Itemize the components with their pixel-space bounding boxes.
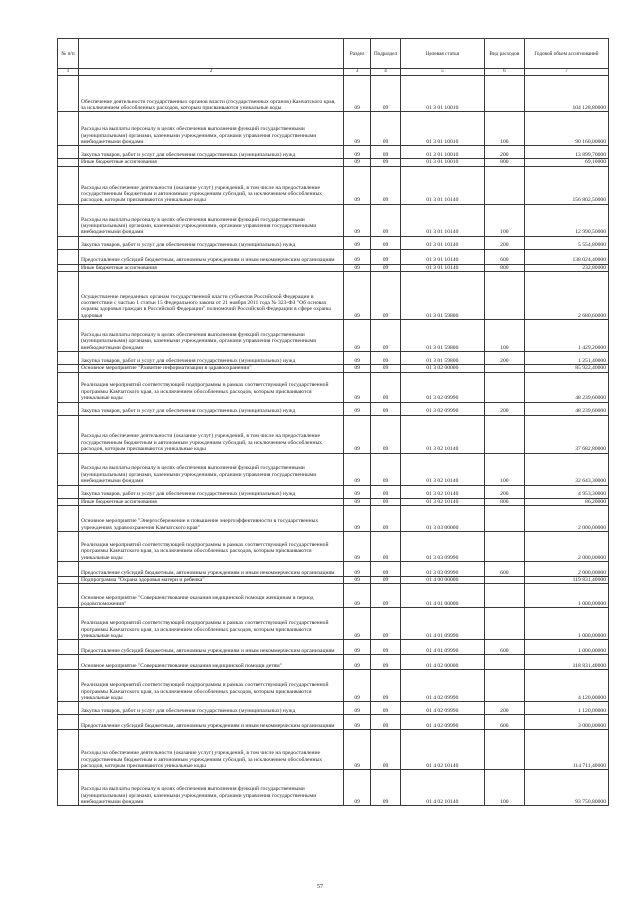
row-name: Расходы на обеспечение деятельности (оказание услуг) учреждений, в том числе на предоставление государственным бюджетным и автономным учреждениям субсидий, за исключением обособленных расходов, которым присваиваются уникальные коды <box>79 415 344 453</box>
row-number <box>58 236 79 249</box>
row-podrazdel: 09 <box>371 584 400 608</box>
row-amount: 37 682,80000 <box>524 415 608 453</box>
row-razdel: 09 <box>344 402 371 415</box>
row-target-article: 01 3 01 10140 <box>400 166 484 204</box>
row-podrazdel: 09 <box>371 415 400 453</box>
row-amount: 4 120,00000 <box>524 670 608 702</box>
row-razdel: 09 <box>344 236 371 249</box>
table-row <box>58 770 609 806</box>
row-target-article: 01 4 02 09990 <box>400 670 484 702</box>
page-number: 57 <box>317 884 323 890</box>
row-podrazdel: 09 <box>371 264 400 271</box>
row-podrazdel: 09 <box>371 485 400 498</box>
row-razdel: 09 <box>344 702 371 715</box>
row-expense-type: 100 <box>484 770 524 806</box>
row-number <box>58 249 79 264</box>
row-name: Закупка товаров, работ и услуг для обеспечения государственных (муниципальных) нужд <box>79 352 344 365</box>
table-row <box>58 532 609 562</box>
row-target-article: 01 3 03 09990 <box>400 562 484 577</box>
table-row <box>58 506 609 532</box>
table-row <box>58 365 609 372</box>
row-name: Реализация мероприятий соответствующей подпрограммы в рамках соответствующей государственной программы Камчатского края, за исключением обособленных расходов, которым присваиваются уникальные коды <box>79 372 344 402</box>
row-podrazdel: 09 <box>371 532 400 562</box>
row-amount: 119 831,40000 <box>524 577 608 584</box>
row-razdel: 09 <box>344 670 371 702</box>
row-razdel: 09 <box>344 770 371 806</box>
row-amount: 3 000,00000 <box>524 715 608 730</box>
row-amount: 86,20000 <box>524 498 608 505</box>
row-podrazdel: 09 <box>371 365 400 372</box>
row-amount: 48 239,60000 <box>524 372 608 402</box>
header-target-article: Целевая статья <box>400 39 484 69</box>
row-number <box>58 204 79 236</box>
row-number <box>58 730 79 770</box>
column-index: 6 <box>484 69 524 76</box>
row-razdel: 09 <box>344 320 371 352</box>
row-expense-type: 200 <box>484 236 524 249</box>
row-name: Основное мероприятие "Совершенствование оказания медицинской помощи женщинам в период родовспоможения" <box>79 584 344 608</box>
row-podrazdel: 09 <box>371 655 400 670</box>
row-podrazdel: 09 <box>371 453 400 485</box>
table-row <box>58 249 609 264</box>
header-annual-amount: Годовой объем ассигнований <box>524 39 608 69</box>
row-amount: 114 711,40000 <box>524 730 608 770</box>
table-row <box>58 159 609 166</box>
row-podrazdel: 09 <box>371 670 400 702</box>
table-row <box>58 112 609 146</box>
row-name: Предоставление субсидий бюджетным, автономным учреждениям и иным некоммерческим организациям <box>79 249 344 264</box>
row-expense-type <box>484 730 524 770</box>
row-number <box>58 415 79 453</box>
row-amount: 4 953,30000 <box>524 485 608 498</box>
row-razdel: 09 <box>344 146 371 159</box>
row-number <box>58 670 79 702</box>
row-name: Расходы на обеспечение деятельности (оказание услуг) учреждений, в том числе на предоставление государственным бюджетным и автономным учреждениям субсидий, за исключением обособленных расходов, которым присваиваются уникальные коды <box>79 730 344 770</box>
row-target-article: 01 3 02 00000 <box>400 365 484 372</box>
row-razdel: 09 <box>344 608 371 640</box>
row-name: Расходы на обеспечение деятельности (оказание услуг) учреждений, в том числе на предоставление государственным бюджетным и автономным учреждениям субсидий, за исключением обособленных расходов, которым присваиваются уникальные коды <box>79 166 344 204</box>
row-razdel: 09 <box>344 498 371 505</box>
table-row <box>58 272 609 320</box>
table-row <box>58 453 609 485</box>
row-name: Осуществление переданных органам государственной власти субъектов Российской Федерации в соответствии с частью 1 статьи 15 Федерального закона от 21 ноября 2011 года № 323-ФЗ "Об основах охраны здоровья граждан в Российской Федерации" полномочий Российской Федерации в сфере охраны здоровья <box>79 272 344 320</box>
row-number <box>58 264 79 271</box>
row-number <box>58 715 79 730</box>
row-podrazdel: 09 <box>371 506 400 532</box>
table-row <box>58 236 609 249</box>
row-expense-type <box>484 532 524 562</box>
row-expense-type: 200 <box>484 702 524 715</box>
row-expense-type: 600 <box>484 562 524 577</box>
table-row <box>58 730 609 770</box>
row-number <box>58 584 79 608</box>
row-target-article: 01 3 01 10140 <box>400 204 484 236</box>
row-podrazdel: 09 <box>371 730 400 770</box>
table-row <box>58 166 609 204</box>
table-row <box>58 562 609 577</box>
budget-table <box>57 38 609 806</box>
row-name: Основное мероприятие "Энергосбережение и повышение энергоэффективности в государственных учреждениях здравоохранения Камчатского края" <box>79 506 344 532</box>
row-name: Реализация мероприятий соответствующей подпрограммы в рамках соответствующей государственной программы Камчатского края, за исключением обособленных расходов, которым присваиваются уникальные коды <box>79 608 344 640</box>
row-target-article: 01 3 01 10140 <box>400 264 484 271</box>
table-row <box>58 415 609 453</box>
row-podrazdel: 09 <box>371 562 400 577</box>
row-podrazdel: 09 <box>371 498 400 505</box>
row-target-article: 01 3 02 09990 <box>400 372 484 402</box>
row-name: Предоставление субсидий бюджетным, автономным учреждениям и иным некоммерческим организациям <box>79 640 344 655</box>
row-podrazdel: 09 <box>371 402 400 415</box>
row-name: Подпрограмма "Охрана здоровья матери и ребенка" <box>79 577 344 584</box>
row-name: Закупка товаров, работ и услуг для обеспечения государственных (муниципальных) нужд <box>79 146 344 159</box>
row-expense-type <box>484 365 524 372</box>
row-podrazdel: 09 <box>371 320 400 352</box>
table-row <box>58 320 609 352</box>
row-number <box>58 76 79 112</box>
row-name: Расходы на выплаты персоналу в целях обеспечения выполнения функций государственными (муниципальными) органами, казенными учреждениями, органами управления государственными внебюджетными фондами <box>79 770 344 806</box>
row-name: Расходы на выплаты персоналу в целях обеспечения выполнения функций государственными (муниципальными) органами, казенными учреждениями, органами управления государственными внебюджетными фондами <box>79 204 344 236</box>
row-number <box>58 112 79 146</box>
table-row <box>58 264 609 271</box>
row-razdel: 09 <box>344 372 371 402</box>
row-razdel: 09 <box>344 272 371 320</box>
row-name: Иные бюджетные ассигнования <box>79 264 344 271</box>
row-expense-type: 200 <box>484 146 524 159</box>
row-target-article: 01 3 02 10140 <box>400 485 484 498</box>
row-name: Обеспечение деятельности государственных органов власти (государственных органов) Камчатского края, за исключением обособленных расходов, которым присваиваются уникальные коды <box>79 76 344 112</box>
column-index: 2 <box>79 69 344 76</box>
column-index: 3 <box>344 69 371 76</box>
row-target-article: 01 3 01 10010 <box>400 76 484 112</box>
table-row <box>58 146 609 159</box>
row-number <box>58 562 79 577</box>
row-target-article: 01 3 01 10010 <box>400 146 484 159</box>
row-number <box>58 159 79 166</box>
row-name: Закупка товаров, работ и услуг для обеспечения государственных (муниципальных) нужд <box>79 485 344 498</box>
row-podrazdel: 09 <box>371 272 400 320</box>
row-amount: 2 680,60000 <box>524 272 608 320</box>
row-razdel: 09 <box>344 76 371 112</box>
row-amount: 156 802,50000 <box>524 166 608 204</box>
row-target-article: 01 3 02 09990 <box>400 402 484 415</box>
row-podrazdel: 09 <box>371 146 400 159</box>
row-expense-type: 800 <box>484 498 524 505</box>
row-target-article: 01 4 02 09990 <box>400 702 484 715</box>
row-number <box>58 532 79 562</box>
row-razdel: 09 <box>344 485 371 498</box>
table-row <box>58 402 609 415</box>
table-row <box>58 670 609 702</box>
row-podrazdel: 09 <box>371 372 400 402</box>
row-number <box>58 608 79 640</box>
row-target-article: 01 4 01 09990 <box>400 640 484 655</box>
row-number <box>58 320 79 352</box>
row-target-article: 01 3 01 59800 <box>400 320 484 352</box>
row-razdel: 09 <box>344 453 371 485</box>
row-podrazdel: 09 <box>371 159 400 166</box>
row-amount: 232,80000 <box>524 264 608 271</box>
row-amount: 12 990,50000 <box>524 204 608 236</box>
column-index: 1 <box>58 69 79 76</box>
row-podrazdel: 09 <box>371 112 400 146</box>
row-number <box>58 166 79 204</box>
row-target-article: 01 4 00 00000 <box>400 577 484 584</box>
row-number <box>58 770 79 806</box>
row-expense-type <box>484 608 524 640</box>
row-target-article: 01 4 02 00000 <box>400 655 484 670</box>
column-index: 4 <box>371 69 400 76</box>
row-amount: 2 000,00000 <box>524 562 608 577</box>
row-amount: 2 000,00000 <box>524 532 608 562</box>
row-expense-type <box>484 584 524 608</box>
row-expense-type <box>484 577 524 584</box>
table-row <box>58 608 609 640</box>
row-expense-type <box>484 76 524 112</box>
row-razdel: 09 <box>344 715 371 730</box>
row-razdel: 09 <box>344 506 371 532</box>
row-name: Основное мероприятие "Развитие информатизации в здравоохранении" <box>79 365 344 372</box>
table-row <box>58 655 609 670</box>
table-row <box>58 485 609 498</box>
row-amount: 1 000,00000 <box>524 584 608 608</box>
table-row <box>58 498 609 505</box>
table-row <box>58 577 609 584</box>
row-target-article: 01 3 01 59800 <box>400 352 484 365</box>
table-row <box>58 76 609 112</box>
row-podrazdel: 09 <box>371 236 400 249</box>
row-amount: 1 429,20000 <box>524 320 608 352</box>
row-amount: 1 251,40000 <box>524 352 608 365</box>
row-target-article: 01 4 01 00000 <box>400 584 484 608</box>
row-podrazdel: 09 <box>371 249 400 264</box>
table-body <box>58 76 609 806</box>
row-expense-type: 600 <box>484 715 524 730</box>
row-expense-type: 800 <box>484 159 524 166</box>
row-amount: 138 024,40000 <box>524 249 608 264</box>
row-target-article: 01 3 03 09990 <box>400 532 484 562</box>
row-expense-type <box>484 506 524 532</box>
row-podrazdel: 09 <box>371 166 400 204</box>
row-target-article: 01 4 02 10140 <box>400 770 484 806</box>
row-expense-type <box>484 415 524 453</box>
row-expense-type <box>484 166 524 204</box>
row-number <box>58 352 79 365</box>
header-podrazdel: Подраздел <box>371 39 400 69</box>
row-podrazdel: 09 <box>371 352 400 365</box>
table-row <box>58 204 609 236</box>
row-amount: 118 831,40000 <box>524 655 608 670</box>
row-number <box>58 640 79 655</box>
row-expense-type <box>484 670 524 702</box>
row-expense-type: 100 <box>484 320 524 352</box>
row-number <box>58 402 79 415</box>
row-razdel: 09 <box>344 655 371 670</box>
row-number <box>58 485 79 498</box>
row-name: Предоставление субсидий бюджетным, автономным учреждениям и иным некоммерческим организациям <box>79 715 344 730</box>
row-razdel: 09 <box>344 415 371 453</box>
row-target-article: 01 3 01 10010 <box>400 112 484 146</box>
row-razdel: 09 <box>344 352 371 365</box>
row-expense-type: 200 <box>484 485 524 498</box>
row-name: Реализация мероприятий соответствующей подпрограммы в рамках соответствующей государственной программы Камчатского края, за исключением обособленных расходов, которым присваиваются уникальные коды <box>79 532 344 562</box>
row-razdel: 09 <box>344 159 371 166</box>
header-name <box>79 39 344 69</box>
row-expense-type <box>484 655 524 670</box>
row-number <box>58 702 79 715</box>
row-name: Иные бюджетные ассигнования <box>79 498 344 505</box>
row-razdel: 09 <box>344 532 371 562</box>
row-target-article: 01 3 02 10140 <box>400 453 484 485</box>
table-row <box>58 702 609 715</box>
row-amount: 48 239,60000 <box>524 402 608 415</box>
row-expense-type <box>484 372 524 402</box>
row-name: Расходы на выплаты персоналу в целях обеспечения выполнения функций государственными (муниципальными) органами, казенными учреждениями, органами управления государственными внебюджетными фондами <box>79 112 344 146</box>
row-name: Расходы на выплаты персоналу в целях обеспечения выполнения функций государственными (муниципальными) органами, казенными учреждениями, органами управления государственными внебюджетными фондами <box>79 453 344 485</box>
table-row <box>58 584 609 608</box>
column-index: 5 <box>400 69 484 76</box>
row-name: Расходы на выплаты персоналу в целях обеспечения выполнения функций государственными (муниципальными) органами, казенными учреждениями, органами управления государственными внебюджетными фондами <box>79 320 344 352</box>
row-amount: 5 554,80000 <box>524 236 608 249</box>
row-razdel: 09 <box>344 730 371 770</box>
row-razdel: 09 <box>344 365 371 372</box>
row-number <box>58 577 79 584</box>
row-target-article: 01 3 01 10140 <box>400 236 484 249</box>
row-number <box>58 372 79 402</box>
table-row <box>58 715 609 730</box>
row-razdel: 09 <box>344 562 371 577</box>
row-razdel: 09 <box>344 640 371 655</box>
row-number <box>58 506 79 532</box>
row-amount: 1 120,00000 <box>524 702 608 715</box>
row-expense-type: 100 <box>484 453 524 485</box>
row-amount: 1 000,00000 <box>524 608 608 640</box>
row-amount: 2 000,00000 <box>524 506 608 532</box>
row-razdel: 09 <box>344 249 371 264</box>
row-number <box>58 453 79 485</box>
row-podrazdel: 09 <box>371 640 400 655</box>
row-target-article: 01 3 01 10010 <box>400 159 484 166</box>
row-target-article: 01 3 03 00000 <box>400 506 484 532</box>
row-name: Реализация мероприятий соответствующей подпрограммы в рамках соответствующей государственной программы Камчатского края, за исключением обособленных расходов, которым присваиваются уникальные коды <box>79 670 344 702</box>
row-name: Основное мероприятие "Совершенствование оказания медицинской помощи детям" <box>79 655 344 670</box>
row-expense-type: 200 <box>484 402 524 415</box>
row-target-article: 01 3 01 10140 <box>400 249 484 264</box>
row-amount: 93 750,80000 <box>524 770 608 806</box>
row-podrazdel: 09 <box>371 577 400 584</box>
row-amount: 104 128,80000 <box>524 76 608 112</box>
row-target-article: 01 4 01 09990 <box>400 608 484 640</box>
row-name: Закупка товаров, работ и услуг для обеспечения государственных (муниципальных) нужд <box>79 702 344 715</box>
row-podrazdel: 09 <box>371 715 400 730</box>
header-number: № п/п <box>58 39 79 69</box>
row-amount: 1 000,00000 <box>524 640 608 655</box>
row-name: Иные бюджетные ассигнования <box>79 159 344 166</box>
row-podrazdel: 09 <box>371 702 400 715</box>
column-index-row <box>58 69 609 76</box>
table-row <box>58 640 609 655</box>
row-number <box>58 272 79 320</box>
row-razdel: 09 <box>344 577 371 584</box>
row-expense-type: 600 <box>484 640 524 655</box>
row-expense-type: 100 <box>484 204 524 236</box>
row-number <box>58 655 79 670</box>
row-expense-type: 800 <box>484 264 524 271</box>
row-podrazdel: 09 <box>371 204 400 236</box>
row-razdel: 09 <box>344 166 371 204</box>
row-name: Закупка товаров, работ и услуг для обеспечения государственных (муниципальных) нужд <box>79 236 344 249</box>
row-razdel: 09 <box>344 204 371 236</box>
row-expense-type: 200 <box>484 352 524 365</box>
row-number <box>58 365 79 372</box>
row-podrazdel: 09 <box>371 608 400 640</box>
row-expense-type <box>484 272 524 320</box>
row-target-article: 01 3 02 10140 <box>400 415 484 453</box>
row-expense-type: 600 <box>484 249 524 264</box>
row-razdel: 09 <box>344 584 371 608</box>
row-expense-type: 100 <box>484 112 524 146</box>
row-podrazdel: 09 <box>371 76 400 112</box>
row-number <box>58 146 79 159</box>
row-target-article: 01 4 02 10140 <box>400 730 484 770</box>
row-razdel: 09 <box>344 264 371 271</box>
row-amount: 32 643,30000 <box>524 453 608 485</box>
row-target-article: 01 4 02 09990 <box>400 715 484 730</box>
row-amount: 90 160,00000 <box>524 112 608 146</box>
header-razdel: Раздел <box>344 39 371 69</box>
header-expense-type: Вид расходов <box>484 39 524 69</box>
row-podrazdel: 09 <box>371 770 400 806</box>
row-name: Закупка товаров, работ и услуг для обеспечения государственных (муниципальных) нужд <box>79 402 344 415</box>
row-razdel: 09 <box>344 112 371 146</box>
row-target-article: 01 3 01 59800 <box>400 272 484 320</box>
row-target-article: 01 3 02 10140 <box>400 498 484 505</box>
row-amount: 85 922,40000 <box>524 365 608 372</box>
row-name: Предоставление субсидий бюджетным, автономным учреждениям и иным некоммерческим организациям <box>79 562 344 577</box>
table-row <box>58 372 609 402</box>
row-number <box>58 498 79 505</box>
row-amount: 69,10000 <box>524 159 608 166</box>
row-amount: 13 899,70000 <box>524 146 608 159</box>
column-index: 7 <box>524 69 608 76</box>
table-header <box>58 39 609 76</box>
table-row <box>58 352 609 365</box>
